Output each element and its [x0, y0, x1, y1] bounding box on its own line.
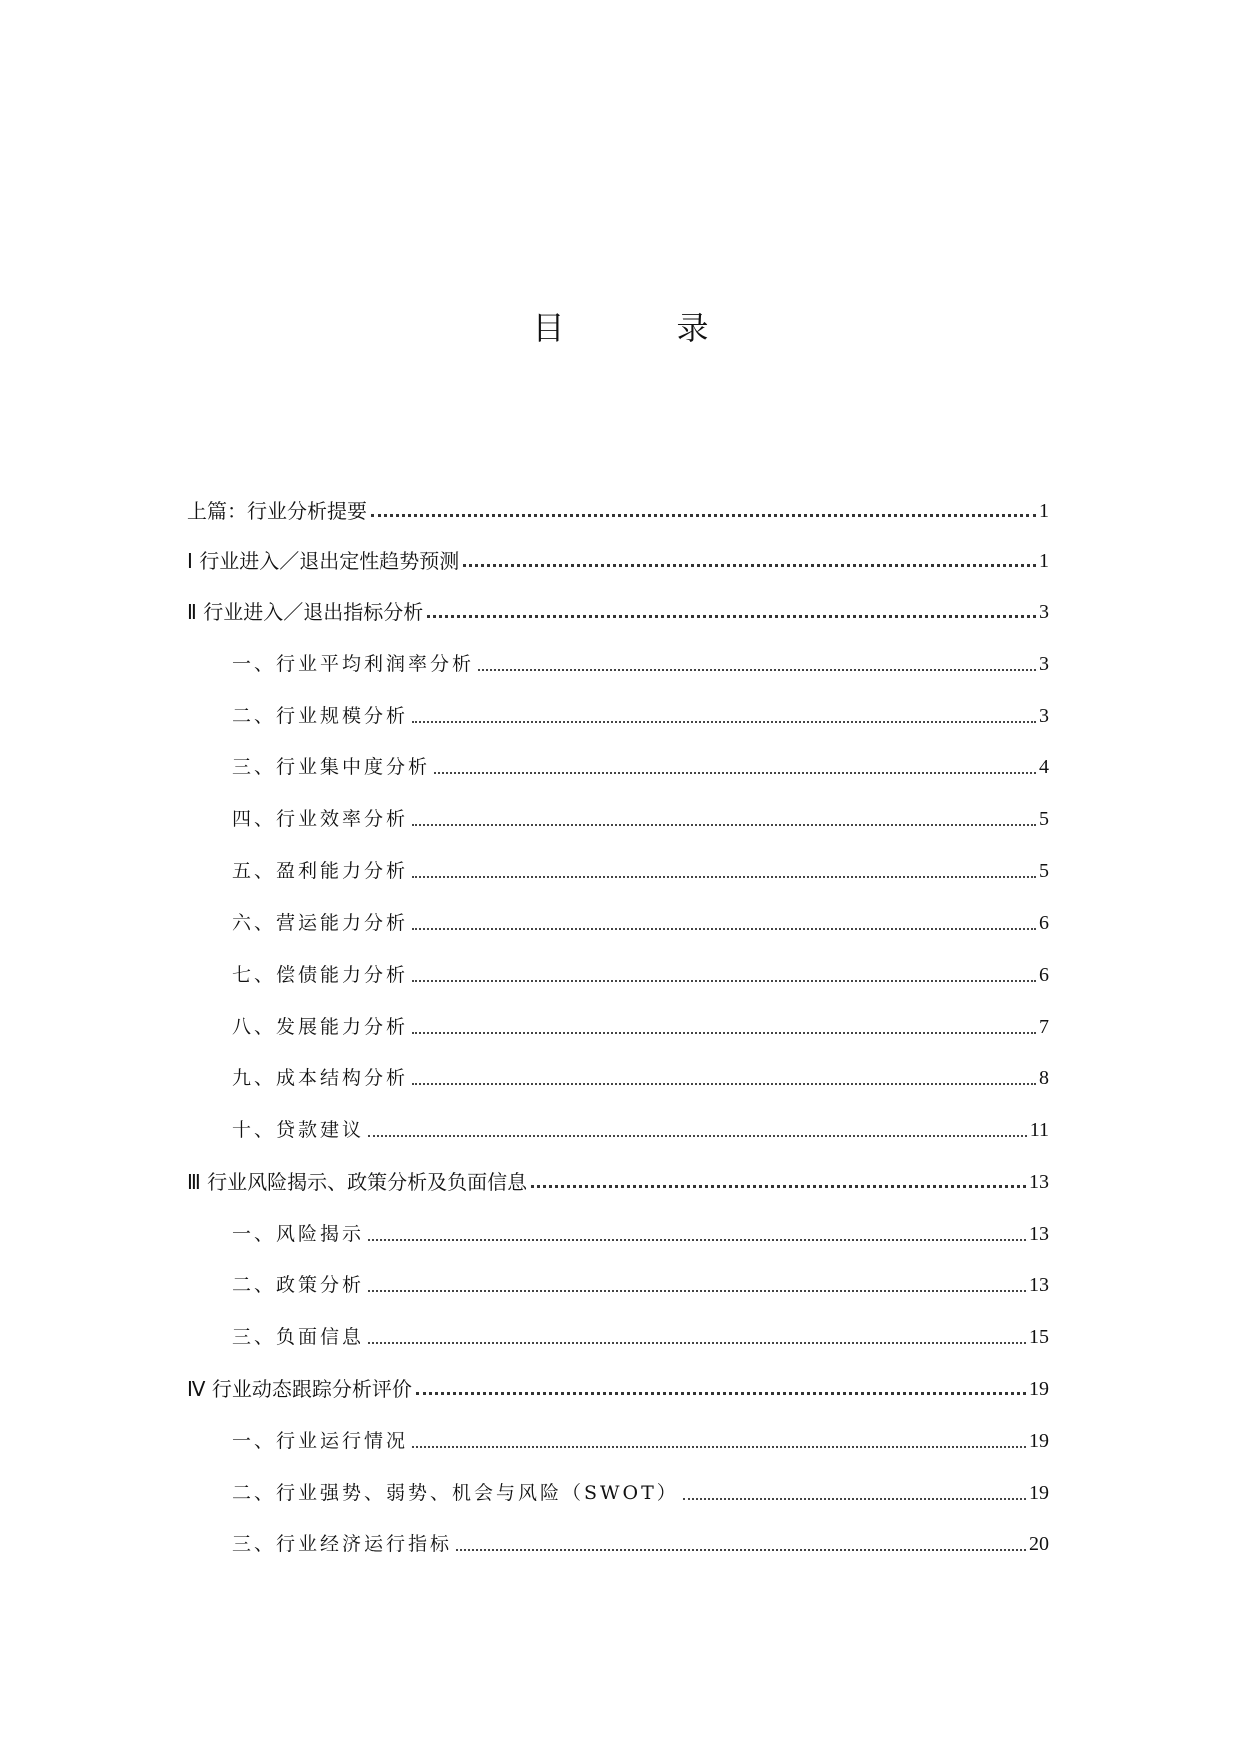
toc-entry[interactable] — [232, 1115, 1049, 1145]
dot-leader — [683, 1498, 1026, 1500]
toc-entry[interactable] — [187, 496, 1049, 526]
toc-entry[interactable] — [187, 1167, 1049, 1197]
dot-leader — [368, 1342, 1026, 1344]
toc-entry-page: 1 — [1039, 500, 1049, 522]
toc-entry-label: 十、贷款建议 — [232, 1119, 365, 1141]
toc-entry-page: 13 — [1029, 1223, 1049, 1245]
dot-leader — [478, 669, 1036, 671]
dot-leader — [434, 772, 1036, 774]
toc-entry[interactable] — [232, 1219, 1049, 1249]
toc-entry-page: 19 — [1029, 1430, 1049, 1452]
toc-entry-label: 九、成本结构分析 — [232, 1067, 409, 1089]
dot-leader — [412, 721, 1036, 723]
toc-entry-page: 3 — [1039, 705, 1049, 727]
toc-entry-label: 上篇：行业分析提要 — [187, 499, 367, 523]
dot-leader — [412, 824, 1036, 826]
toc-entry[interactable] — [232, 1426, 1049, 1456]
dot-leader — [368, 1290, 1026, 1292]
toc-entry-page: 5 — [1039, 808, 1049, 830]
toc-entry[interactable] — [232, 1478, 1049, 1508]
toc-entry[interactable] — [232, 804, 1049, 834]
toc-entry[interactable] — [232, 752, 1049, 782]
toc-entry-label: 三、行业集中度分析 — [232, 756, 431, 778]
toc-entry-label: Ⅰ 行业进入／退出定性趋势预测 — [187, 549, 460, 573]
toc-entry-label: 五、盈利能力分析 — [232, 860, 409, 882]
dot-leader — [368, 1239, 1026, 1241]
toc-entry-label: 二、政策分析 — [232, 1274, 365, 1296]
toc-entry[interactable] — [232, 1322, 1049, 1352]
toc-entry-label: 一、风险揭示 — [232, 1223, 365, 1245]
toc-entry-page: 19 — [1029, 1378, 1049, 1400]
dot-leader — [531, 1185, 1026, 1188]
toc-entry[interactable] — [232, 1012, 1049, 1042]
toc-entry-page: 5 — [1039, 860, 1049, 882]
toc-entry-label: 三、行业经济运行指标 — [232, 1533, 453, 1555]
dot-leader — [412, 928, 1036, 930]
toc-entry-label: 二、行业规模分析 — [232, 705, 409, 727]
toc-entry-label: 三、负面信息 — [232, 1326, 365, 1348]
toc-entry-label: Ⅱ 行业进入／退出指标分析 — [187, 600, 424, 624]
toc-entry[interactable] — [232, 701, 1049, 731]
toc-entry-label: 二、行业强势、弱势、机会与风险（SWOT） — [232, 1482, 679, 1504]
toc-entry-page: 13 — [1029, 1274, 1049, 1296]
toc-entry[interactable] — [232, 1063, 1049, 1093]
toc-entry-label: Ⅳ 行业动态跟踪分析评价 — [187, 1377, 412, 1401]
toc-entry[interactable] — [232, 1529, 1049, 1559]
dot-leader — [456, 1549, 1026, 1551]
toc-entry[interactable] — [187, 1374, 1049, 1404]
toc-entry-page: 1 — [1039, 550, 1049, 572]
toc-entry-label: Ⅲ 行业风险揭示、政策分析及负面信息 — [187, 1170, 528, 1194]
toc-entry[interactable] — [232, 1270, 1049, 1300]
toc-entry-label: 七、偿债能力分析 — [232, 964, 409, 986]
toc-entry[interactable] — [187, 597, 1049, 627]
toc-entry-page: 15 — [1029, 1326, 1049, 1348]
toc-entry-page: 11 — [1029, 1119, 1049, 1141]
dot-leader — [416, 1392, 1026, 1395]
toc-entry-page: 8 — [1039, 1067, 1049, 1089]
dot-leader — [463, 564, 1036, 567]
toc-entry-page: 13 — [1029, 1171, 1049, 1193]
toc-entry-page: 6 — [1039, 964, 1049, 986]
toc-entry[interactable] — [187, 546, 1049, 576]
toc-entry-label: 一、行业平均利润率分析 — [232, 653, 475, 675]
dot-leader — [412, 1083, 1036, 1085]
toc-entry-page: 4 — [1039, 756, 1049, 778]
page-title: 目 录 — [532, 309, 749, 347]
toc-entry-page: 7 — [1039, 1016, 1049, 1038]
toc-entry[interactable] — [232, 960, 1049, 990]
toc-entry-label: 八、发展能力分析 — [232, 1016, 409, 1038]
toc-entry-page: 20 — [1029, 1533, 1049, 1555]
toc-entry-page: 3 — [1039, 653, 1049, 675]
toc-entry[interactable] — [232, 649, 1049, 679]
toc-entry[interactable] — [232, 856, 1049, 886]
toc-entry-label: 六、营运能力分析 — [232, 912, 409, 934]
dot-leader — [412, 980, 1036, 982]
dot-leader — [412, 1032, 1036, 1034]
toc-entry-page: 19 — [1029, 1482, 1049, 1504]
toc-entry-label: 四、行业效率分析 — [232, 808, 409, 830]
toc-entry-page: 6 — [1039, 912, 1049, 934]
toc-entry-page: 3 — [1039, 601, 1049, 623]
toc-entry[interactable] — [232, 908, 1049, 938]
dot-leader — [368, 1135, 1027, 1137]
dot-leader — [427, 615, 1036, 618]
dot-leader — [371, 514, 1036, 517]
toc-entry-label: 一、行业运行情况 — [232, 1430, 409, 1452]
dot-leader — [412, 876, 1036, 878]
dot-leader — [412, 1446, 1026, 1448]
